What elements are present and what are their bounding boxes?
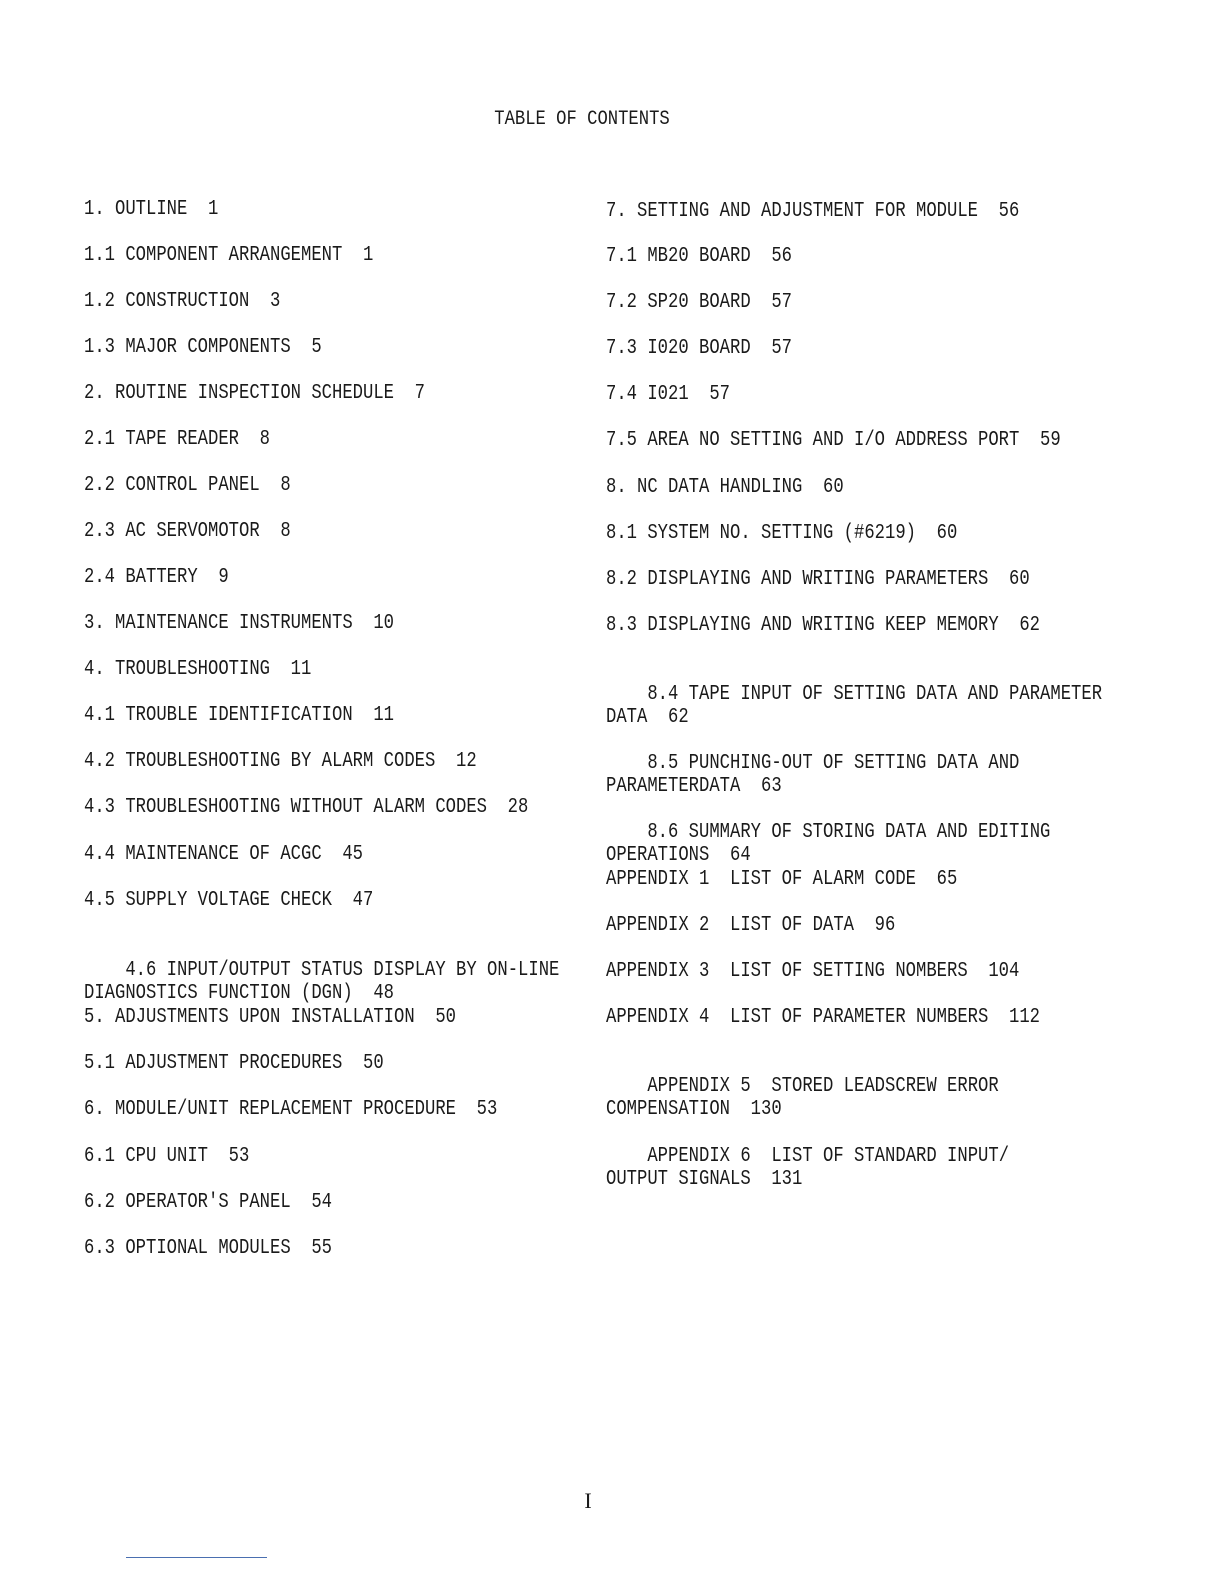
toc-entry: 1.3 MAJOR COMPONENTS 5 <box>84 336 322 359</box>
toc-entry: 6.3 OPTIONAL MODULES 55 <box>84 1237 333 1260</box>
toc-entry: 2.1 TAPE READER 8 <box>84 428 271 451</box>
toc-entry: 7. SETTING AND ADJUSTMENT FOR MODULE 56 <box>606 200 1020 223</box>
toc-entry: APPENDIX 2 LIST OF DATA 96 <box>606 914 896 937</box>
toc-entry: 8.2 DISPLAYING AND WRITING PARAMETERS 60 <box>606 568 1030 591</box>
toc-entry: 7.5 AREA NO SETTING AND I/O ADDRESS PORT 59 <box>606 429 1061 452</box>
page-title: TABLE OF CONTENTS <box>494 108 670 131</box>
toc-entry: 7.3 I020 BOARD 57 <box>606 337 793 360</box>
toc-entry: 7.1 MB20 BOARD 56 <box>606 245 793 268</box>
toc-entry: 1.1 COMPONENT ARRANGEMENT 1 <box>84 244 374 267</box>
toc-entry: 1.2 CONSTRUCTION 3 <box>84 290 281 313</box>
toc-entry: 6.2 OPERATOR'S PANEL 54 <box>84 1191 333 1214</box>
toc-entry: 6.1 CPU UNIT 53 <box>84 1145 250 1168</box>
toc-entry: APPENDIX 6 LIST OF STANDARD INPUT/ OUTPUT SIGNALS 131 <box>606 1145 1010 1191</box>
toc-entry: 8. NC DATA HANDLING 60 <box>606 476 844 499</box>
toc-entry: 2.4 BATTERY 9 <box>84 566 229 589</box>
toc-entry: 8.3 DISPLAYING AND WRITING KEEP MEMORY 62 <box>606 614 1041 637</box>
toc-entry: 4.6 INPUT/OUTPUT STATUS DISPLAY BY ON-LINE DIAGNOSTICS FUNCTION (DGN) 48 <box>84 959 560 1005</box>
toc-entry: 4.1 TROUBLE IDENTIFICATION 11 <box>84 704 395 727</box>
toc-entry: 8.6 SUMMARY OF STORING DATA AND EDITING OPERATIONS 64 <box>606 821 1051 867</box>
page-number: I <box>584 1488 592 1513</box>
toc-entry: 5.1 ADJUSTMENT PROCEDURES 50 <box>84 1052 384 1075</box>
toc-entry: 4.5 SUPPLY VOLTAGE CHECK 47 <box>84 889 374 912</box>
toc-entry: 5. ADJUSTMENTS UPON INSTALLATION 50 <box>84 1006 457 1029</box>
toc-entry: 2.2 CONTROL PANEL 8 <box>84 474 291 497</box>
toc-entry: 8.5 PUNCHING-OUT OF SETTING DATA AND PARAMETERDATA 63 <box>606 752 1020 798</box>
toc-entry: 4.2 TROUBLESHOOTING BY ALARM CODES 12 <box>84 750 477 773</box>
toc-entry: 2.3 AC SERVOMOTOR 8 <box>84 520 291 543</box>
toc-entry: 4.4 MAINTENANCE OF ACGC 45 <box>84 843 364 866</box>
toc-entry: 8.1 SYSTEM NO. SETTING (#6219) 60 <box>606 522 958 545</box>
toc-entry: 3. MAINTENANCE INSTRUMENTS 10 <box>84 612 395 635</box>
toc-entry: 4.3 TROUBLESHOOTING WITHOUT ALARM CODES 28 <box>84 796 529 819</box>
toc-entry: 7.4 I021 57 <box>606 383 731 406</box>
toc-entry: APPENDIX 4 LIST OF PARAMETER NUMBERS 112 <box>606 1006 1041 1029</box>
toc-entry: 7.2 SP20 BOARD 57 <box>606 291 793 314</box>
scan-artifact-line <box>126 1557 267 1558</box>
toc-entry: 1. OUTLINE 1 <box>84 198 219 221</box>
toc-entry: 8.4 TAPE INPUT OF SETTING DATA AND PARAMETER DATA 62 <box>606 683 1103 729</box>
toc-entry: APPENDIX 1 LIST OF ALARM CODE 65 <box>606 868 958 891</box>
toc-entry: 6. MODULE/UNIT REPLACEMENT PROCEDURE 53 <box>84 1098 498 1121</box>
toc-entry: APPENDIX 5 STORED LEADSCREW ERROR COMPENSATION 130 <box>606 1075 999 1121</box>
toc-entry: 2. ROUTINE INSPECTION SCHEDULE 7 <box>84 382 426 405</box>
toc-entry: APPENDIX 3 LIST OF SETTING NOMBERS 104 <box>606 960 1020 983</box>
toc-entry: 4. TROUBLESHOOTING 11 <box>84 658 312 681</box>
